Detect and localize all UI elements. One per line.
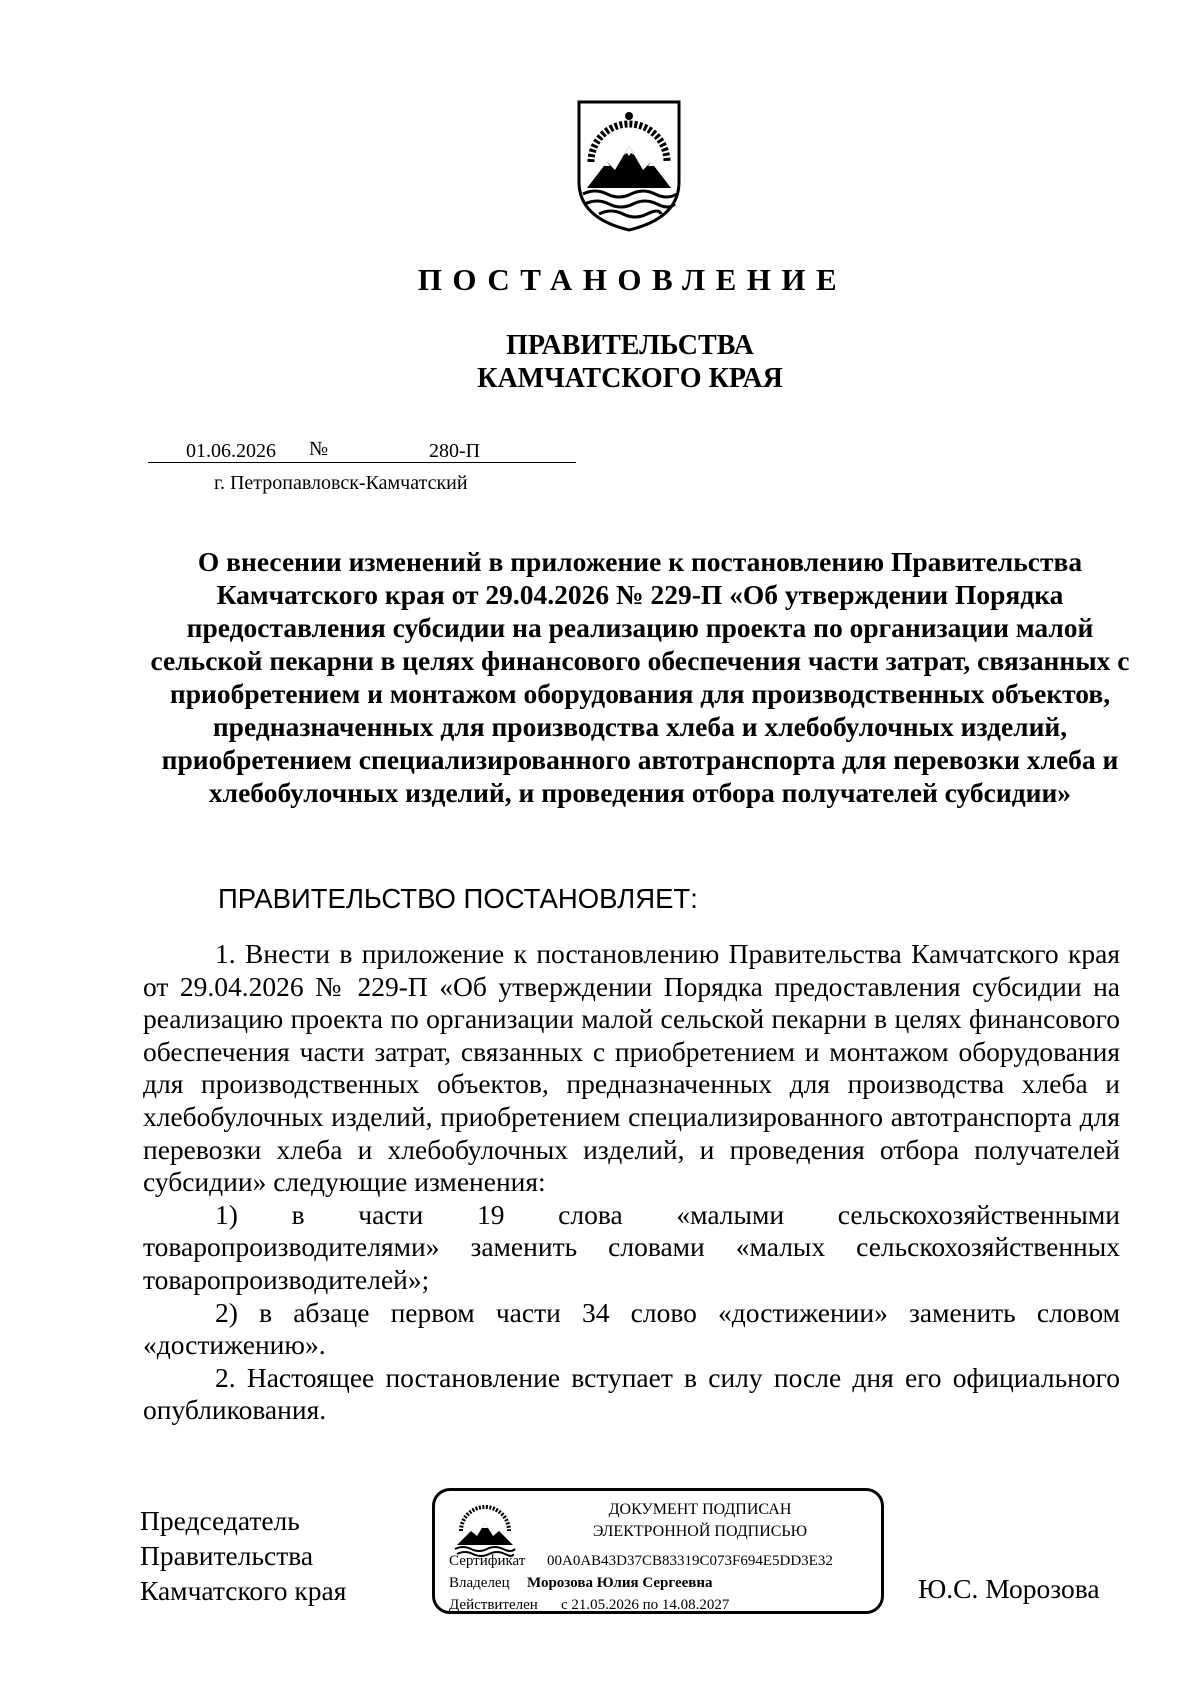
stamp-certificate-label: Сертификат: [449, 1553, 526, 1569]
document-type: ПОСТАНОВЛЕНИЕ: [417, 262, 848, 297]
signatory-position-line: Камчатского края: [140, 1575, 347, 1606]
registration-date: 01.06.2026: [186, 440, 276, 462]
electronic-signature-stamp: [432, 1488, 884, 1614]
stamp-validity-row: [449, 1597, 729, 1614]
stamp-certificate-row: [449, 1553, 833, 1570]
stamp-validity-value: с 21.05.2026 по 14.08.2027: [561, 1597, 730, 1613]
signatory-position: [140, 1503, 346, 1608]
registration-city: г. Петропавловск-Камчатский: [214, 472, 468, 494]
body-paragraph: 1) в части 19 слова «малыми сельскохозяйственными товаропроизводителями» заменить словами «малых сельскохозяйственных товаропроизводителей»;: [143, 1198, 1120, 1295]
stamp-owner-value: Морозова Юлия Сергеевна: [527, 1575, 713, 1591]
issuer-line-2: КАМЧАТСКОГО КРАЯ: [477, 363, 783, 394]
stamp-validity-label: Действителен: [449, 1597, 538, 1613]
document-title: О внесении изменений в приложение к постановлению Правительства Камчатского края от 29.04.2026 № 229-П «Об утверждении Порядка предоставления субсидии на реализацию проекта по организации малой сельской пекарни в целях финансового обеспечения части затрат, связанных с приобретением и монтажом оборудования для производственных объектов, предназначенных для производства хлеба и хлебобулочных изделий, приобретением специализированного автотранспорта для перевозки хлеба и хлебобулочных изделий, и проведения отбора получателей субсидии»: [150, 546, 1130, 808]
issuer-line-1: ПРАВИТЕЛЬСТВА: [506, 330, 754, 361]
stamp-owner-row: [449, 1575, 713, 1592]
stamp-heading: ЭЛЕКТРОННОЙ ПОДПИСЬЮ: [592, 1523, 808, 1540]
document-body: [143, 938, 1120, 1427]
signatory-position-line: Правительства: [140, 1540, 314, 1571]
registration-number-label: №: [309, 438, 329, 460]
stamp-heading: ДОКУМЕНТ ПОДПИСАН: [608, 1501, 792, 1518]
body-paragraph: 1. Внести в приложение к постановлению Правительства Камчатского края от 29.04.2026 № 229-П «Об утверждении Порядка предоставления субсидии на реализацию проекта по организации малой сельской пекарни в целях финансового обеспечения части затрат, связанных с приобретением и монтажом оборудования для производственных объектов, предназначенных для производства хлеба и хлебобулочных изделий, приобретением специализированного автотранспорта для перевозки хлеба и хлебобулочных изделий, и проведения отбора получателей субсидии» следующие изменения:: [143, 938, 1120, 1198]
signatory-position-line: Председатель: [140, 1505, 300, 1536]
preamble: ПРАВИТЕЛЬСТВО ПОСТАНОВЛЯЕТ:: [218, 883, 698, 914]
body-paragraph: 2. Настоящее постановление вступает в силу после дня его официального опубликования.: [143, 1361, 1120, 1426]
body-paragraph: 2) в абзаце первом части 34 слово «достижении» заменить словом «достижению».: [143, 1296, 1120, 1361]
signatory-name: Ю.С. Морозова: [918, 1573, 1100, 1604]
registration-number: 280-П: [429, 440, 481, 462]
coat-of-arms-icon: [577, 100, 681, 232]
stamp-certificate-value: 00A0AB43D37CB83319C073F694E5DD3E32: [547, 1553, 833, 1569]
registration-line: [148, 440, 576, 463]
coat-of-arms-icon: [453, 1503, 517, 1557]
stamp-owner-label: Владелец: [449, 1575, 510, 1591]
